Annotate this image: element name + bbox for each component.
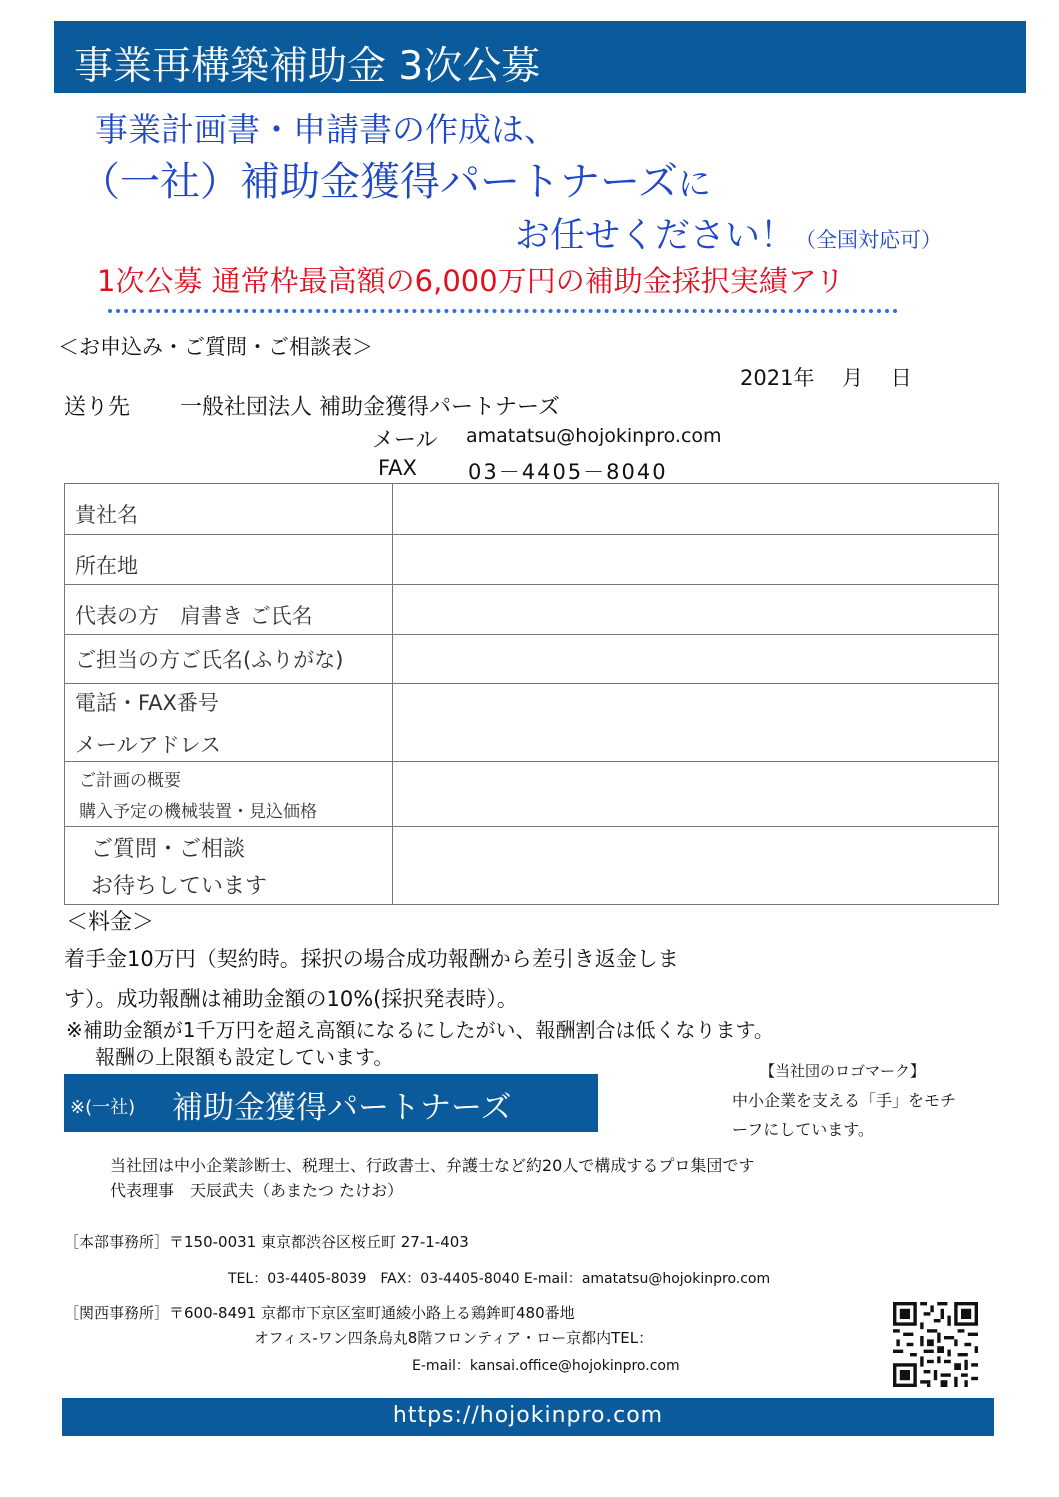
logo-note-line2: ーフにしています。 — [732, 1120, 874, 1139]
kansai-email: E-mail：kansai.office@hojokinpro.com — [412, 1358, 680, 1374]
form-label-company: 貴社名 — [75, 503, 138, 527]
form-row-plan — [65, 762, 999, 827]
logo-note-title: 【当社団のロゴマーク】 — [760, 1062, 926, 1080]
hq-address: ［本部事務所］〒150-0031 東京都渋谷区桜丘町 27-1-403 — [64, 1233, 469, 1251]
website-url-bar — [62, 1398, 994, 1436]
send-to-org: 一般社団法人 補助金獲得パートナーズ — [180, 395, 560, 420]
form-label-cell — [65, 535, 393, 585]
fees-note2: 報酬の上限額も設定しています。 — [95, 1045, 394, 1069]
fax-value: 03－4405－8040 — [468, 460, 668, 484]
form-label-cell — [65, 827, 393, 905]
headline-nationwide: （全国対応可） — [795, 228, 943, 252]
form-heading: ＜お申込み・ご質問・ご相談表＞ — [58, 335, 373, 359]
company-name-field[interactable] — [393, 484, 999, 535]
form-row-phone-email — [65, 684, 999, 762]
form-label-equipment-price: 購入予定の機械装置・見込価格 — [79, 802, 317, 822]
application-form-table — [64, 483, 999, 905]
mail-label: メール — [372, 428, 438, 453]
about-line2: 代表理事 天辰武夫（あまたつ たけお） — [110, 1181, 404, 1200]
form-label-phone-fax: 電話・FAX番号 — [75, 690, 219, 715]
headline-line3 — [515, 208, 942, 258]
form-row-representative — [65, 585, 999, 635]
kansai-address2: オフィス-ワン四条烏丸8階フロンティア・ロー京都内TEL： — [254, 1329, 654, 1347]
form-row-company — [65, 484, 999, 535]
form-label-cell — [65, 635, 393, 684]
page-title: 事業再構築補助金 3次公募 — [74, 44, 541, 89]
form-row-address — [65, 535, 999, 585]
form-label-representative: 代表の方 肩書き ご氏名 — [75, 603, 313, 628]
headline-request: お任せください！ — [515, 216, 796, 256]
kansai-address: ［関西事務所］〒600-8491 京都市下京区室町通綾小路上る鶏鉾町480番地 — [64, 1304, 575, 1322]
form-label-contact-person: ご担当の方ご氏名(ふりがな) — [75, 648, 344, 672]
org-banner — [64, 1074, 598, 1132]
form-label-cell — [65, 684, 393, 762]
qr-code-icon — [893, 1302, 978, 1387]
form-label-plan-summary: ご計画の概要 — [79, 771, 181, 791]
form-label-email: メールアドレス — [75, 732, 221, 757]
title-banner — [54, 21, 1026, 93]
fees-line2: す）。成功報酬は補助金額の10%(採択発表時）。 — [64, 987, 518, 1011]
headline-particle: に — [678, 164, 711, 203]
form-label-cell — [65, 585, 393, 635]
website-url-link[interactable]: https://hojokinpro.com — [392, 1403, 664, 1428]
org-banner-prefix: ※(一社) — [70, 1097, 136, 1118]
questions-field[interactable] — [393, 827, 999, 905]
achievement-text: 1次公募 通常枠最高額の6,000万円の補助金採択実績アリ — [97, 264, 845, 298]
phone-email-field[interactable] — [393, 684, 999, 762]
send-to-label: 送り先 — [64, 395, 131, 420]
form-label-cell — [65, 484, 393, 535]
form-row-contact-person — [65, 635, 999, 684]
headline-line2 — [80, 150, 711, 207]
about-line1: 当社団は中小企業診断士、税理士、行政書士、弁護士など約20人で構成するプロ集団です — [110, 1156, 755, 1175]
headline-line1: 事業計画書・申請書の作成は、 — [95, 110, 557, 149]
fees-line1: 着手金10万円（契約時。採択の場合成功報酬から差引き返金しま — [64, 947, 679, 971]
logo-note-line1: 中小企業を支える「手」をモチ — [732, 1091, 957, 1110]
hq-contact: TEL：03-4405-8039 FAX：03-4405-8040 E-mail：amatatsu@hojokinpro.com — [228, 1271, 771, 1287]
mail-value: amatatsu@hojokinpro.com — [466, 425, 722, 447]
form-label-waiting: お待ちしています — [91, 873, 268, 899]
plan-field[interactable] — [393, 762, 999, 827]
representative-field[interactable] — [393, 585, 999, 635]
contact-person-field[interactable] — [393, 635, 999, 684]
form-row-questions — [65, 827, 999, 905]
dotted-divider — [108, 309, 898, 313]
org-banner-name: 補助金獲得パートナーズ — [172, 1090, 512, 1126]
form-label-address: 所在地 — [75, 553, 138, 578]
fees-heading: ＜料金＞ — [66, 910, 155, 935]
address-field[interactable] — [393, 535, 999, 585]
form-label-cell — [65, 762, 393, 827]
fax-label: FAX — [378, 456, 417, 480]
fees-note1: ※補助金額が1千万円を超え高額になるにしたがい、報酬割合は低くなります。 — [66, 1018, 774, 1042]
form-label-questions: ご質問・ご相談 — [91, 836, 246, 862]
form-date: 2021年 月 日 — [740, 366, 912, 390]
headline-org-name: （一社）補助金獲得パートナーズ — [80, 159, 678, 205]
